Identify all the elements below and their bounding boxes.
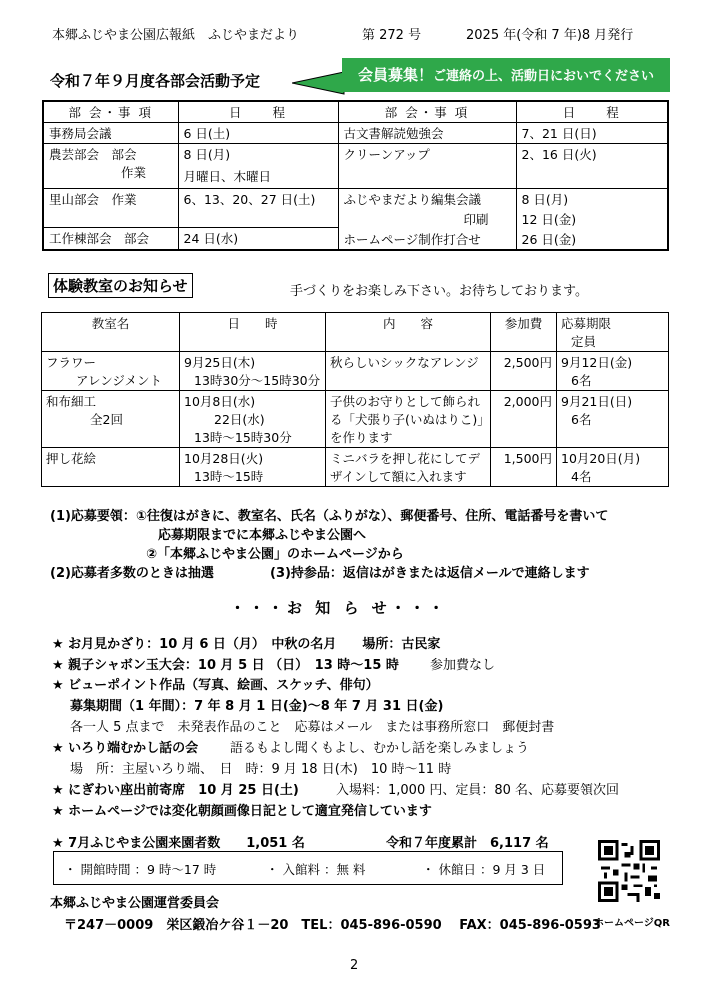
dept-name: 工作棟部会 部会 — [43, 228, 178, 251]
class-name: 押し花絵 — [42, 448, 180, 487]
class-name-2: アレンジメント — [76, 373, 163, 388]
class-deadline-cell — [557, 448, 669, 487]
application-line-1: (1)応募要領：①往復はがきに、教室名、氏名（ふりがな）、郵便番号、住所、電話番号を書いて — [50, 509, 609, 524]
class-deadline-cell — [557, 391, 669, 448]
dept-date-cell — [178, 144, 338, 189]
application-line-4b: (3)持参品：返信はがきまたは返信メールで連絡します — [270, 566, 590, 581]
class-row — [42, 391, 669, 448]
schedule-table — [42, 100, 669, 251]
dept-name: 里山部会 作業 — [43, 189, 178, 228]
class-time-cell — [180, 352, 326, 391]
notice-item: ★ 親子シャボン玉大会：10 月 5 日 （日） 13 時～15 時 — [52, 658, 399, 673]
schedule-header-row — [43, 101, 668, 123]
page-number: 2 — [350, 958, 359, 973]
dept-date: 6 日(土) — [178, 123, 338, 144]
class-content: 子供のお守りとして飾られる「犬張り子(いぬはりこ)」を作ります — [326, 391, 491, 448]
classes-title: 体験教室のお知らせ — [48, 273, 193, 298]
opening-hours: ・ 開館時間 ：9 時～17 時 — [64, 862, 217, 877]
col-header: 教室名 — [42, 313, 180, 352]
application-line-3: ②「本郷ふじやま公園」のホームページから — [146, 547, 404, 562]
notice-item: ★ ビューポイント作品（写真、絵画、スケッチ、俳句） — [52, 678, 379, 693]
dept-name-3: ホームページ制作打合せ — [343, 232, 481, 247]
schedule-row — [43, 189, 668, 228]
dept-name: ふじやまだより編集会議 — [343, 192, 482, 207]
col-header: 定員 — [571, 334, 597, 349]
class-time: 9月25日(木) — [184, 355, 256, 370]
class-deadline: 9月21日(日) — [561, 394, 633, 409]
dept-name: 古文書解読勉強会 — [338, 123, 516, 144]
qr-code-icon[interactable] — [598, 840, 660, 902]
notices-title: ・・・お 知 ら せ・・・ — [230, 599, 448, 617]
paper-name: 本郷ふじやま公園広報紙 ふじやまだより — [52, 28, 300, 43]
notice-item: 各一人 5 点まで 未発表作品のこと 応募はメール または事務所窓口 郵便封書 — [70, 720, 555, 735]
class-row — [42, 352, 669, 391]
class-name: 和布細工 — [46, 394, 97, 409]
classes-note: 手づくりをお楽しみ下さい。お待ちしております。 — [290, 284, 588, 299]
notice-item: 場 所：主屋いろり端、 日 時：9 月 18 日(木) 10 時～11 時 — [70, 762, 452, 777]
class-time: 10月28日(火) — [184, 451, 264, 466]
col-header: 日 程 — [178, 101, 338, 123]
classes-header-row — [42, 313, 669, 352]
class-name: フラワー — [46, 355, 97, 370]
dept-name-2: 作業 — [121, 165, 147, 180]
col-header: 部 会・事 項 — [338, 101, 516, 123]
class-time-cell — [180, 391, 326, 448]
dept-date: 2、16 日(火) — [516, 144, 668, 189]
recruit-banner — [342, 58, 670, 92]
class-capacity: 6名 — [571, 412, 592, 427]
issue-number: 第 272 号 — [362, 28, 422, 43]
dept-name: 農芸部会 部会 — [49, 147, 137, 162]
recruit-sub: ご連絡の上、活動日においでください — [433, 69, 655, 84]
dept-date-2: 月曜日、木曜日 — [183, 169, 272, 184]
class-fee: 2,000円 — [491, 391, 557, 448]
schedule-title: 令和７年９月度各部会活動予定 — [50, 72, 261, 90]
notice-item: ★ お月見かざり：10 月 6 日（月） 中秋の名月 場所：古民家 — [52, 637, 441, 652]
dept-date: 7、21 日(日) — [516, 123, 668, 144]
class-name-cell — [42, 391, 180, 448]
schedule-row — [43, 123, 668, 144]
class-time-2: 13時～15時 — [194, 469, 264, 484]
class-content: 秋らしいシックなアレンジ — [326, 352, 491, 391]
dept-date-3: 26 日(金) — [521, 232, 577, 247]
dept-date: 6、13、20、27 日(土) — [178, 189, 338, 228]
class-deadline: 10月20日(月) — [561, 451, 641, 466]
class-row — [42, 448, 669, 487]
application-line-4a: (2)応募者多数のときは抽選 — [50, 566, 214, 581]
notice-item: 募集期間（1 年間）：7 年 8 月 1 日(金)～8 年 7 月 31 日(金) — [70, 699, 444, 714]
notice-extra: 参加費なし — [430, 658, 496, 673]
class-fee: 1,500円 — [491, 448, 557, 487]
notice-extra: 入場料：1,000 円、定員：80 名、応募要領次回 — [336, 783, 620, 798]
class-time: 10月8日(水) — [184, 394, 256, 409]
dept-date: 24 日(水) — [178, 228, 338, 251]
application-line-2: 応募期限までに本郷ふじやま公園へ — [158, 528, 367, 543]
info-box — [53, 851, 563, 885]
class-capacity: 4名 — [571, 469, 592, 484]
issue-date: 2025 年(令和 7 年)8 月発行 — [466, 28, 634, 43]
dept-date-cell — [516, 189, 668, 251]
class-time-2: 22日(水) — [214, 412, 265, 427]
qr-label: ホームページQR — [594, 918, 671, 929]
notice-item: ★ ホームページでは変化朝顔画像日記として適宜発信しています — [52, 804, 432, 819]
contact-address: 〒247－0009 栄区鍛冶ケ谷１－20 TEL：045-896-0590 FAX：045-896-0593 — [64, 918, 601, 933]
organization-name: 本郷ふじやま公園運営委員会 — [50, 896, 220, 911]
class-capacity: 6名 — [571, 373, 592, 388]
notice-item: ★ にぎわい座出前寄席 10 月 25 日(土) — [52, 783, 299, 798]
dept-name-2: 印刷 — [463, 212, 489, 227]
dept-date: 8 日(月) — [521, 192, 569, 207]
class-content: ミニバラを押し花にしてデザインして額に入れます — [326, 448, 491, 487]
col-header: 応募期限 — [561, 316, 612, 331]
class-deadline: 9月12日(金) — [561, 355, 633, 370]
dept-name-cell — [43, 144, 178, 189]
dept-name-cell — [338, 189, 516, 251]
classes-table — [41, 312, 669, 487]
col-header-cell — [557, 313, 669, 352]
recruit-main: 会員募集！ — [357, 66, 433, 84]
notice-extra: 語るもよし聞くもよし、むかし話を楽しみましょう — [230, 741, 530, 756]
class-name-cell — [42, 352, 180, 391]
callout-arrow-icon — [292, 70, 347, 96]
class-time-cell — [180, 448, 326, 487]
admission-fee: ・ 入館料 ：無 料 — [266, 862, 366, 877]
col-header: 日 時 — [180, 313, 326, 352]
class-deadline-cell — [557, 352, 669, 391]
class-time-2: 13時30分～15時30分 — [194, 373, 321, 388]
dept-name: クリーンアップ — [338, 144, 516, 189]
col-header: 部 会・事 項 — [43, 101, 178, 123]
class-name-2: 全2回 — [90, 412, 123, 427]
dept-name: 事務局会議 — [43, 123, 178, 144]
col-header: 日 程 — [516, 101, 668, 123]
visitor-stats: ★ 7月ふじやま公園来園者数 1,051 名 — [52, 836, 305, 851]
closed-day: ・ 休館日 ：9 月 3 日 — [422, 862, 546, 877]
class-time-3: 13時～15時30分 — [194, 430, 292, 445]
notice-item: ★ いろり端むかし話の会 — [52, 741, 199, 756]
dept-date: 8 日(月) — [183, 147, 231, 162]
dept-date-2: 12 日(金) — [521, 212, 577, 227]
col-header: 内 容 — [326, 313, 491, 352]
col-header: 参加費 — [491, 313, 557, 352]
annual-stats: 令和７年度累計 6,117 名 — [386, 836, 549, 851]
class-fee: 2,500円 — [491, 352, 557, 391]
